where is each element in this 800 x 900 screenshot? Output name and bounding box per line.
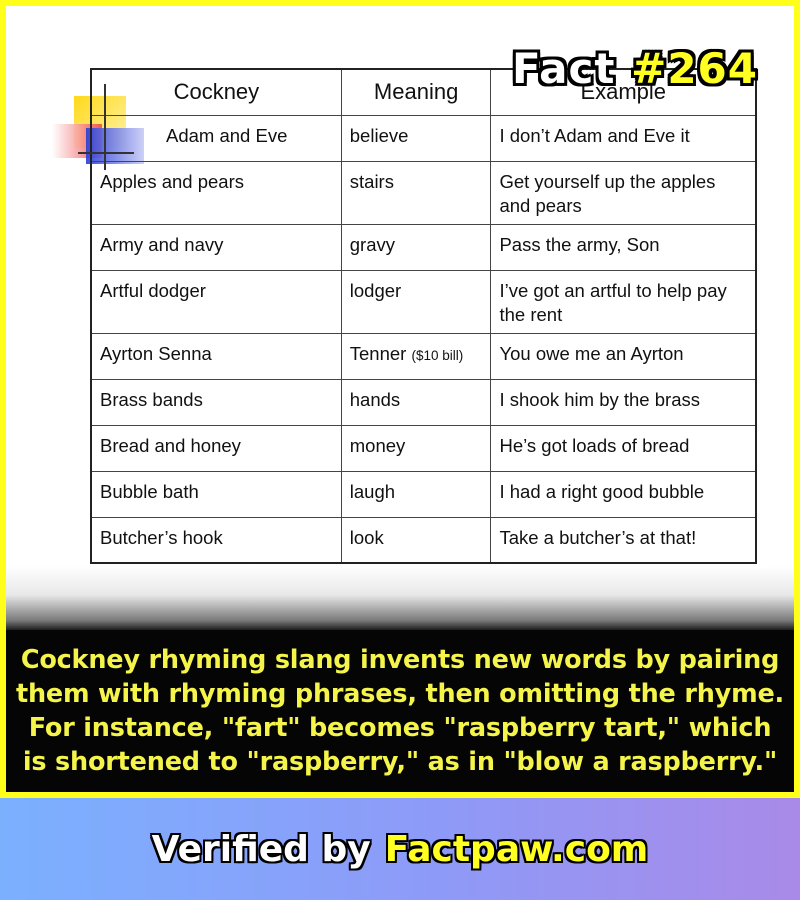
verified-prefix: Verified by	[151, 828, 371, 870]
table-row	[91, 379, 756, 425]
example-cell: I had a right good bubble	[491, 471, 756, 517]
header-example: Example	[491, 69, 756, 115]
table-row	[91, 517, 756, 563]
meaning-cell	[341, 333, 491, 379]
slang-table	[90, 68, 757, 564]
example-cell: You owe me an Ayrton	[491, 333, 756, 379]
example-cell: He’s got loads of bread	[491, 425, 756, 471]
cockney-cell: Bread and honey	[91, 425, 341, 471]
cockney-cell: Artful dodger	[91, 270, 341, 333]
meaning-text: Tenner	[349, 342, 407, 364]
meaning-cell: money	[341, 425, 491, 471]
cockney-cell: Army and navy	[91, 224, 341, 270]
meaning-cell: believe	[341, 115, 491, 161]
meaning-cell: stairs	[341, 161, 491, 224]
fact-label: Fact	[511, 44, 616, 93]
example-cell: Take a butcher’s at that!	[491, 517, 756, 563]
table-row	[91, 333, 756, 379]
example-cell: I shook him by the brass	[491, 379, 756, 425]
fact-card	[6, 6, 794, 792]
fact-title	[512, 44, 758, 93]
table-row	[91, 115, 756, 161]
caption-fade	[6, 566, 794, 630]
meaning-cell: hands	[341, 379, 491, 425]
caption-text: Cockney rhyming slang invents new words by pairing them with rhyming phrases, then omitting the rhyme. For instance, "fart" becomes "raspberry tart," which is shortened to "raspberry," as in "blow a raspberry."	[15, 645, 785, 777]
example-cell: Get yourself up the apples and pears	[491, 161, 756, 224]
tenner-note: ($10 bill)	[411, 347, 464, 363]
cockney-cell: Brass bands	[91, 379, 341, 425]
example-cell: I’ve got an artful to help pay the rent	[491, 270, 756, 333]
table-row	[91, 270, 756, 333]
verified-footer	[0, 798, 800, 900]
table-row	[91, 471, 756, 517]
caption-panel	[6, 630, 794, 792]
fact-number: #264	[631, 44, 758, 93]
header-cockney: Cockney	[91, 69, 341, 115]
table-row	[91, 161, 756, 224]
cockney-cell: Ayrton Senna	[91, 333, 341, 379]
cockney-cell: Butcher’s hook	[91, 517, 341, 563]
example-cell: Pass the army, Son	[491, 224, 756, 270]
table-row	[91, 425, 756, 471]
meaning-cell: look	[341, 517, 491, 563]
meaning-cell: laugh	[341, 471, 491, 517]
example-cell: I don’t Adam and Eve it	[491, 115, 756, 161]
slang-table-wrapper	[90, 68, 757, 564]
cockney-cell: Adam and Eve	[91, 115, 341, 161]
meaning-cell: gravy	[341, 224, 491, 270]
meaning-cell: lodger	[341, 270, 491, 333]
header-meaning: Meaning	[341, 69, 491, 115]
table-row	[91, 224, 756, 270]
cockney-cell: Apples and pears	[91, 161, 341, 224]
verified-brand[interactable]: Factpaw.com	[384, 828, 649, 870]
cockney-cell: Bubble bath	[91, 471, 341, 517]
